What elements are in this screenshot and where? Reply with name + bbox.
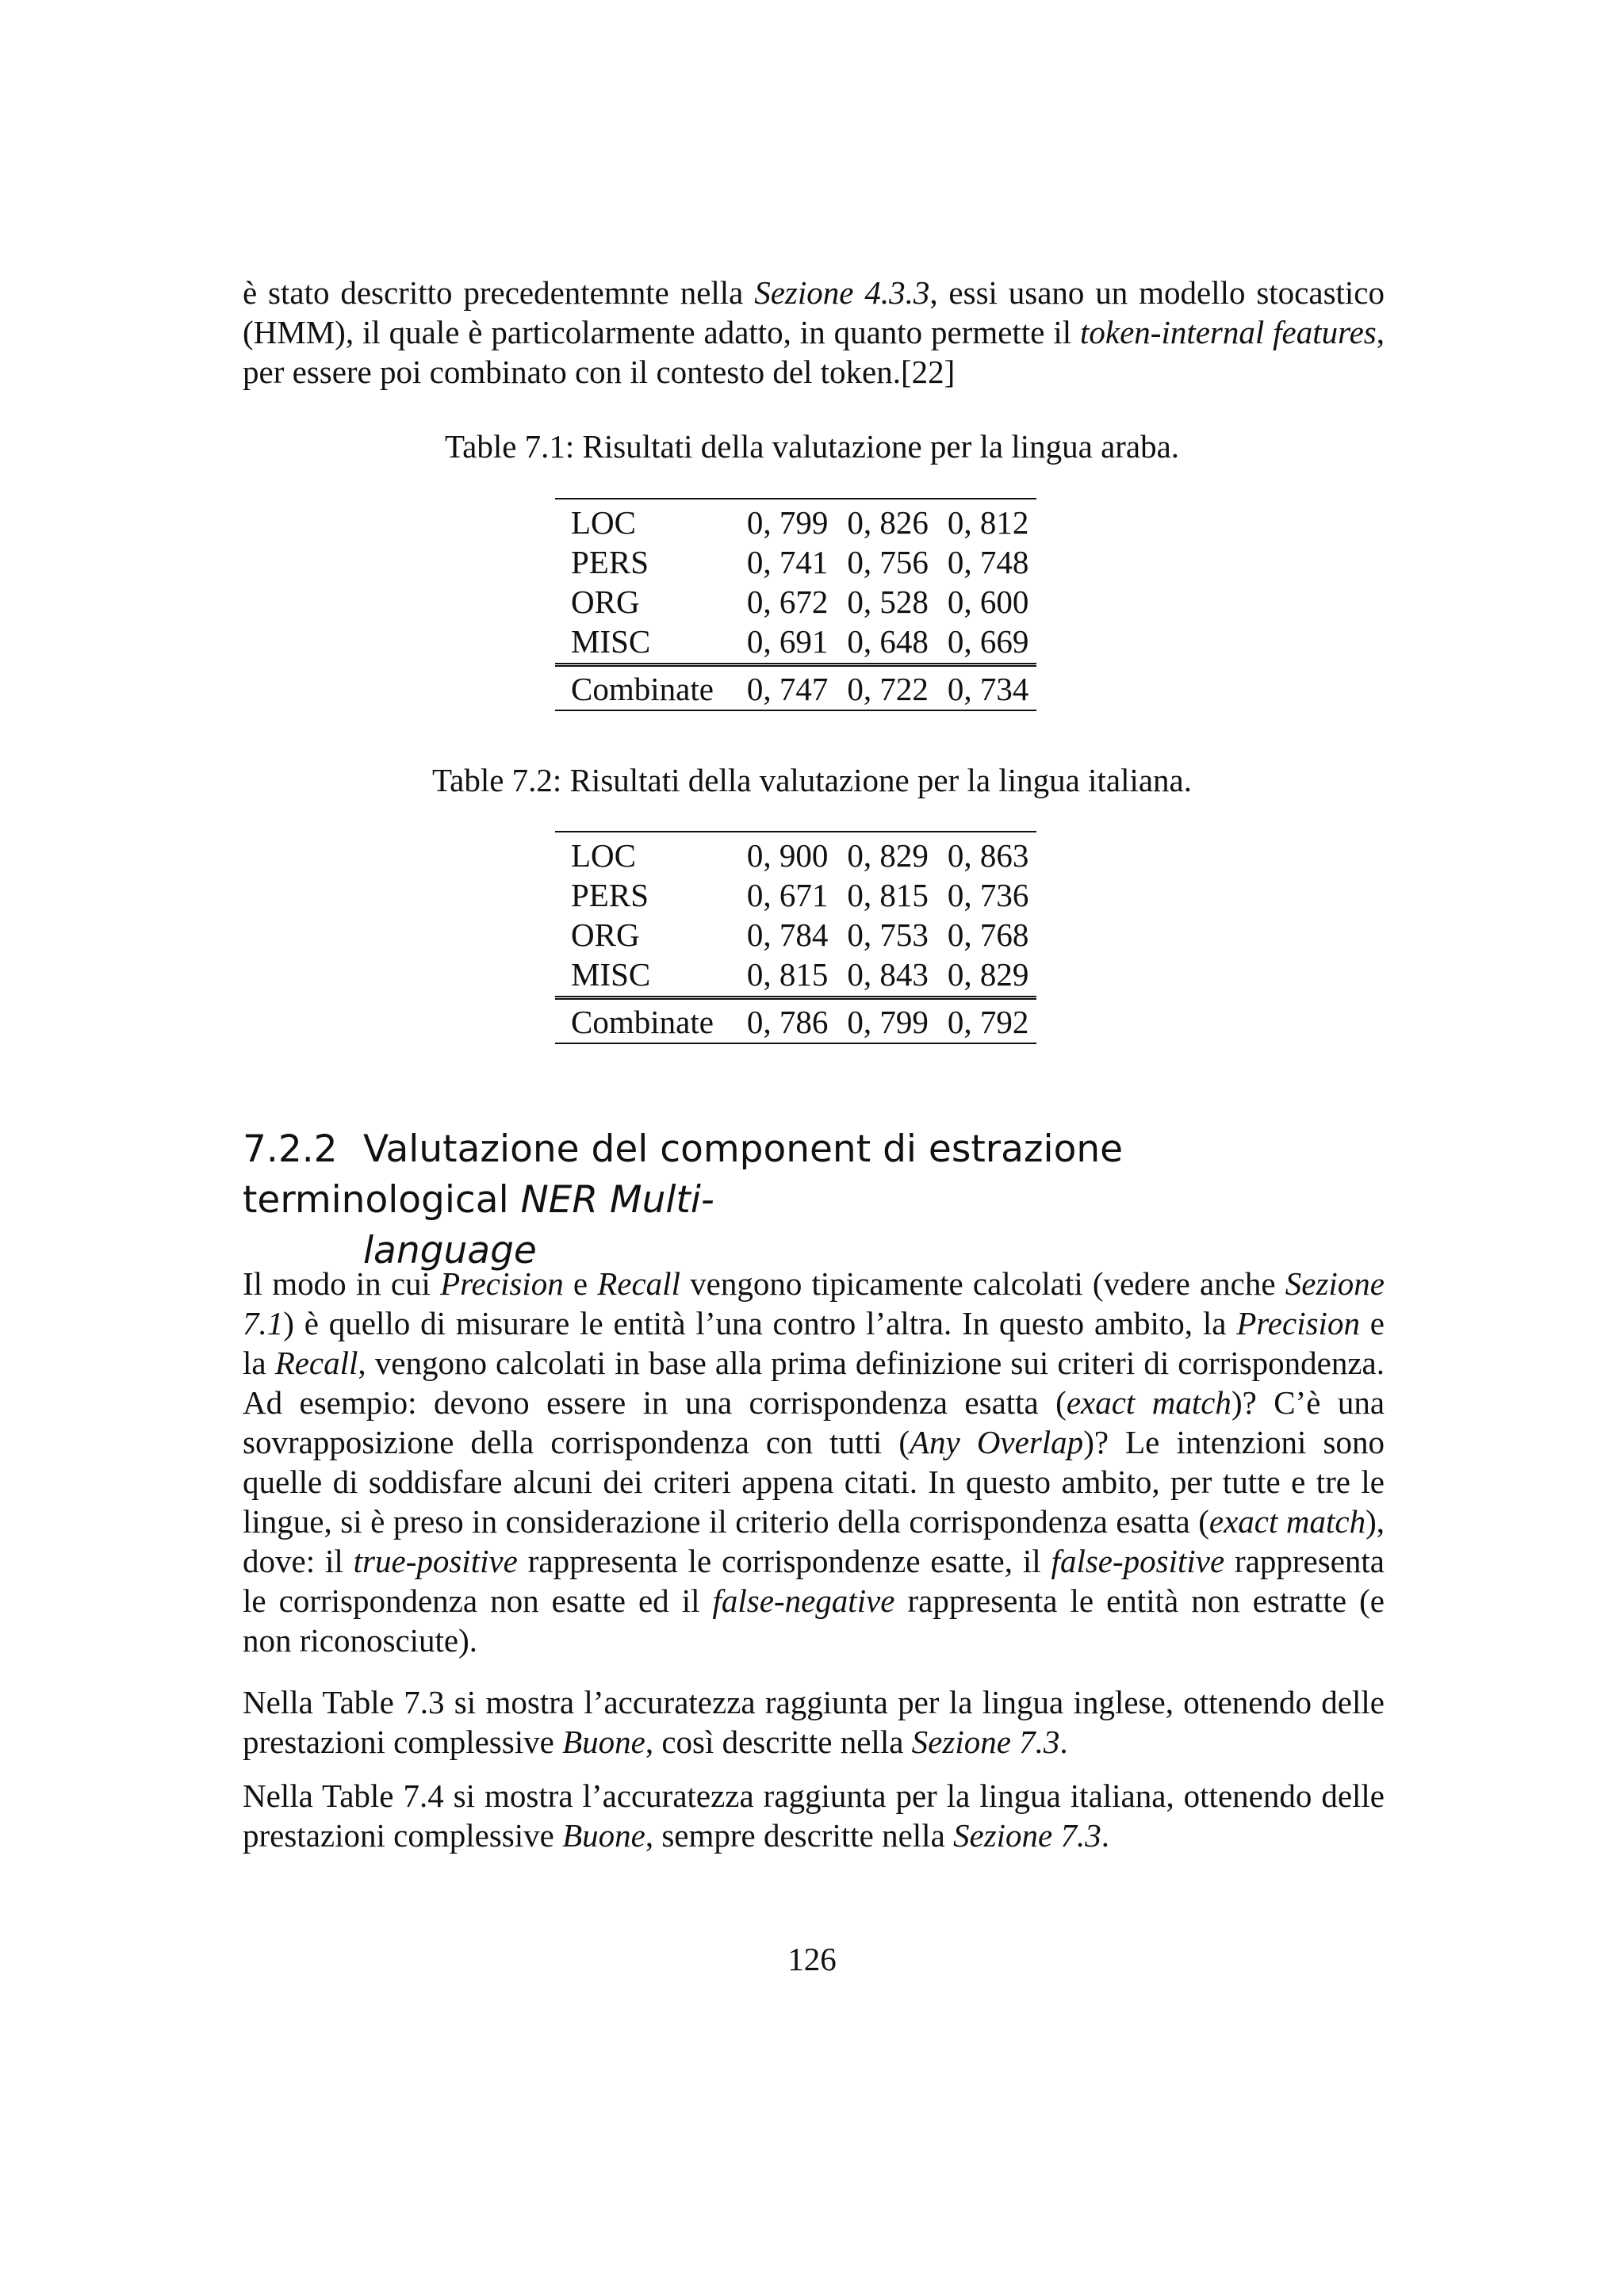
text: )? C’è una sovrapposizione della corrispondenza con tutti ( [243,1384,1385,1460]
text: vengono tipicamente calcolati (vedere anche [680,1265,1285,1302]
table-row [555,503,1036,542]
cell: 0, 792 [936,998,1037,1044]
cell: 0, 843 [847,956,929,993]
summary-row [555,998,1036,1044]
emphasis: Any Overlap [909,1424,1084,1460]
section-heading [243,1124,1400,1276]
body-paragraph [243,1776,1385,1855]
table-row [555,542,1036,582]
table-row [555,955,1036,998]
cell: 0, 756 [847,544,929,580]
table-7-2 [555,831,1036,1044]
row-label: MISC [571,623,651,660]
section-title: Valutazione del component di estrazione terminological [243,1127,1124,1222]
text: , sempre descritte nella [645,1817,954,1854]
text: . [1059,1724,1068,1760]
row-label: PERS [571,544,649,580]
cell: 0, 741 [746,544,829,580]
section-reference: Sezione 7.3 [911,1724,1060,1760]
table-7-1 [555,498,1036,711]
row-label: Combinate [555,998,736,1044]
cell: 0, 784 [746,916,829,953]
emphasis: false-positive [1051,1543,1225,1579]
table-row [555,836,1036,875]
cell: 0, 768 [947,916,1029,953]
text: è stato descritto precedentemnte nella [243,274,755,311]
cell: 0, 786 [736,998,837,1044]
cell: 0, 829 [947,956,1029,993]
intro-paragraph [243,273,1385,392]
emphasis-token-internal: token-internal features [1080,314,1377,350]
cell: 0, 736 [947,877,1029,913]
row-label: MISC [571,956,651,993]
text: Il modo in cui [243,1265,441,1302]
text: . [1101,1817,1110,1854]
cell: 0, 829 [847,837,929,874]
section-reference: Sezione 4.3.3 [754,274,930,311]
body-paragraph [243,1682,1385,1762]
emphasis: Recall [274,1345,358,1381]
cell: 0, 671 [746,877,829,913]
table-7-2-caption: Table 7.2: Risultati della valutazione per la lingua italiana. [431,762,1193,798]
cell: 0, 600 [947,584,1029,620]
emphasis: Precision [440,1265,564,1302]
cell: 0, 815 [746,956,829,993]
emphasis: Precision [1236,1305,1360,1341]
text: , così descritte nella [645,1724,912,1760]
cell: 0, 672 [746,584,829,620]
emphasis: false-negative [712,1582,895,1619]
text: )? Le intenzioni sono quelle di soddisfare alcuni dei criteri appena citati. In questo ambito, per tutte e tre le lingue, si è preso in considerazione il criterio della corrispondenza esatta ( [243,1424,1385,1540]
section-reference: Sezione 7.1 [243,1265,1385,1341]
cell: 0, 863 [947,837,1029,874]
cell: 0, 748 [947,544,1029,580]
page-number: 126 [787,1941,837,1977]
table-row [555,875,1036,915]
cell: 0, 812 [947,504,1029,541]
text: rappresenta le corrispondenze esatte, il [517,1543,1051,1579]
table-7-1-caption: Table 7.1: Risultati della valutazione per la lingua araba. [444,428,1180,465]
summary-row [555,665,1036,711]
emphasis: Buone [562,1817,645,1854]
body-paragraph [243,1264,1385,1660]
table-row [555,915,1036,955]
text: , vengono calcolati in base alla prima definizione sui criteri di corrispondenza. Ad esempio: devono essere in una corrispondenza esatta ( [243,1345,1385,1421]
text: e la [243,1305,1385,1381]
emphasis: Buone [562,1724,645,1760]
row-label: LOC [571,504,636,541]
text: ), dove: il [243,1503,1385,1579]
cell: 0, 648 [847,623,929,660]
cell: 0, 826 [847,504,929,541]
section-title-emphasis: NER Multi- [520,1178,714,1222]
section-number: 7.2.2 [243,1127,338,1171]
cell: 0, 900 [746,837,829,874]
table-row [555,582,1036,622]
text: rappresenta le corrispondenza non esatte ed il [243,1543,1385,1619]
emphasis: exact match [1066,1384,1231,1421]
cell: 0, 753 [847,916,929,953]
row-label: Combinate [555,665,736,711]
text: Nella Table 7.3 si mostra l’accuratezza raggiunta per la lingua inglese, ottenendo delle prestazioni complessive [243,1684,1385,1760]
cell: 0, 799 [836,998,936,1044]
text: , essi usano un modello stocastico (HMM), il quale è particolarmente adatto, in quanto permette il [243,274,1385,350]
cell: 0, 528 [847,584,929,620]
cell: 0, 734 [936,665,1037,711]
row-label: ORG [571,584,640,620]
row-label: ORG [571,916,640,953]
cell: 0, 815 [847,877,929,913]
cell: 0, 691 [746,623,829,660]
emphasis: true-positive [353,1543,518,1579]
cell: 0, 747 [736,665,837,711]
cell: 0, 799 [746,504,829,541]
section-title-emphasis: language [363,1229,537,1272]
row-label: PERS [571,877,649,913]
table-row [555,622,1036,665]
row-label: LOC [571,837,636,874]
cell: 0, 722 [836,665,936,711]
text: e [563,1265,598,1302]
text: , per essere poi combinato con il contesto del token.[22] [243,314,1385,390]
text: Nella Table 7.4 si mostra l’accuratezza raggiunta per la lingua italiana, ottenendo delle prestazioni complessive [243,1777,1385,1854]
section-reference: Sezione 7.3 [953,1817,1101,1854]
cell: 0, 669 [947,623,1029,660]
emphasis: Recall [597,1265,680,1302]
text: ) è quello di misurare le entità l’una contro l’altra. In questo ambito, la [283,1305,1237,1341]
emphasis: exact match [1208,1503,1366,1540]
text: rappresenta le entità non estratte (e non riconosciute). [243,1582,1385,1659]
